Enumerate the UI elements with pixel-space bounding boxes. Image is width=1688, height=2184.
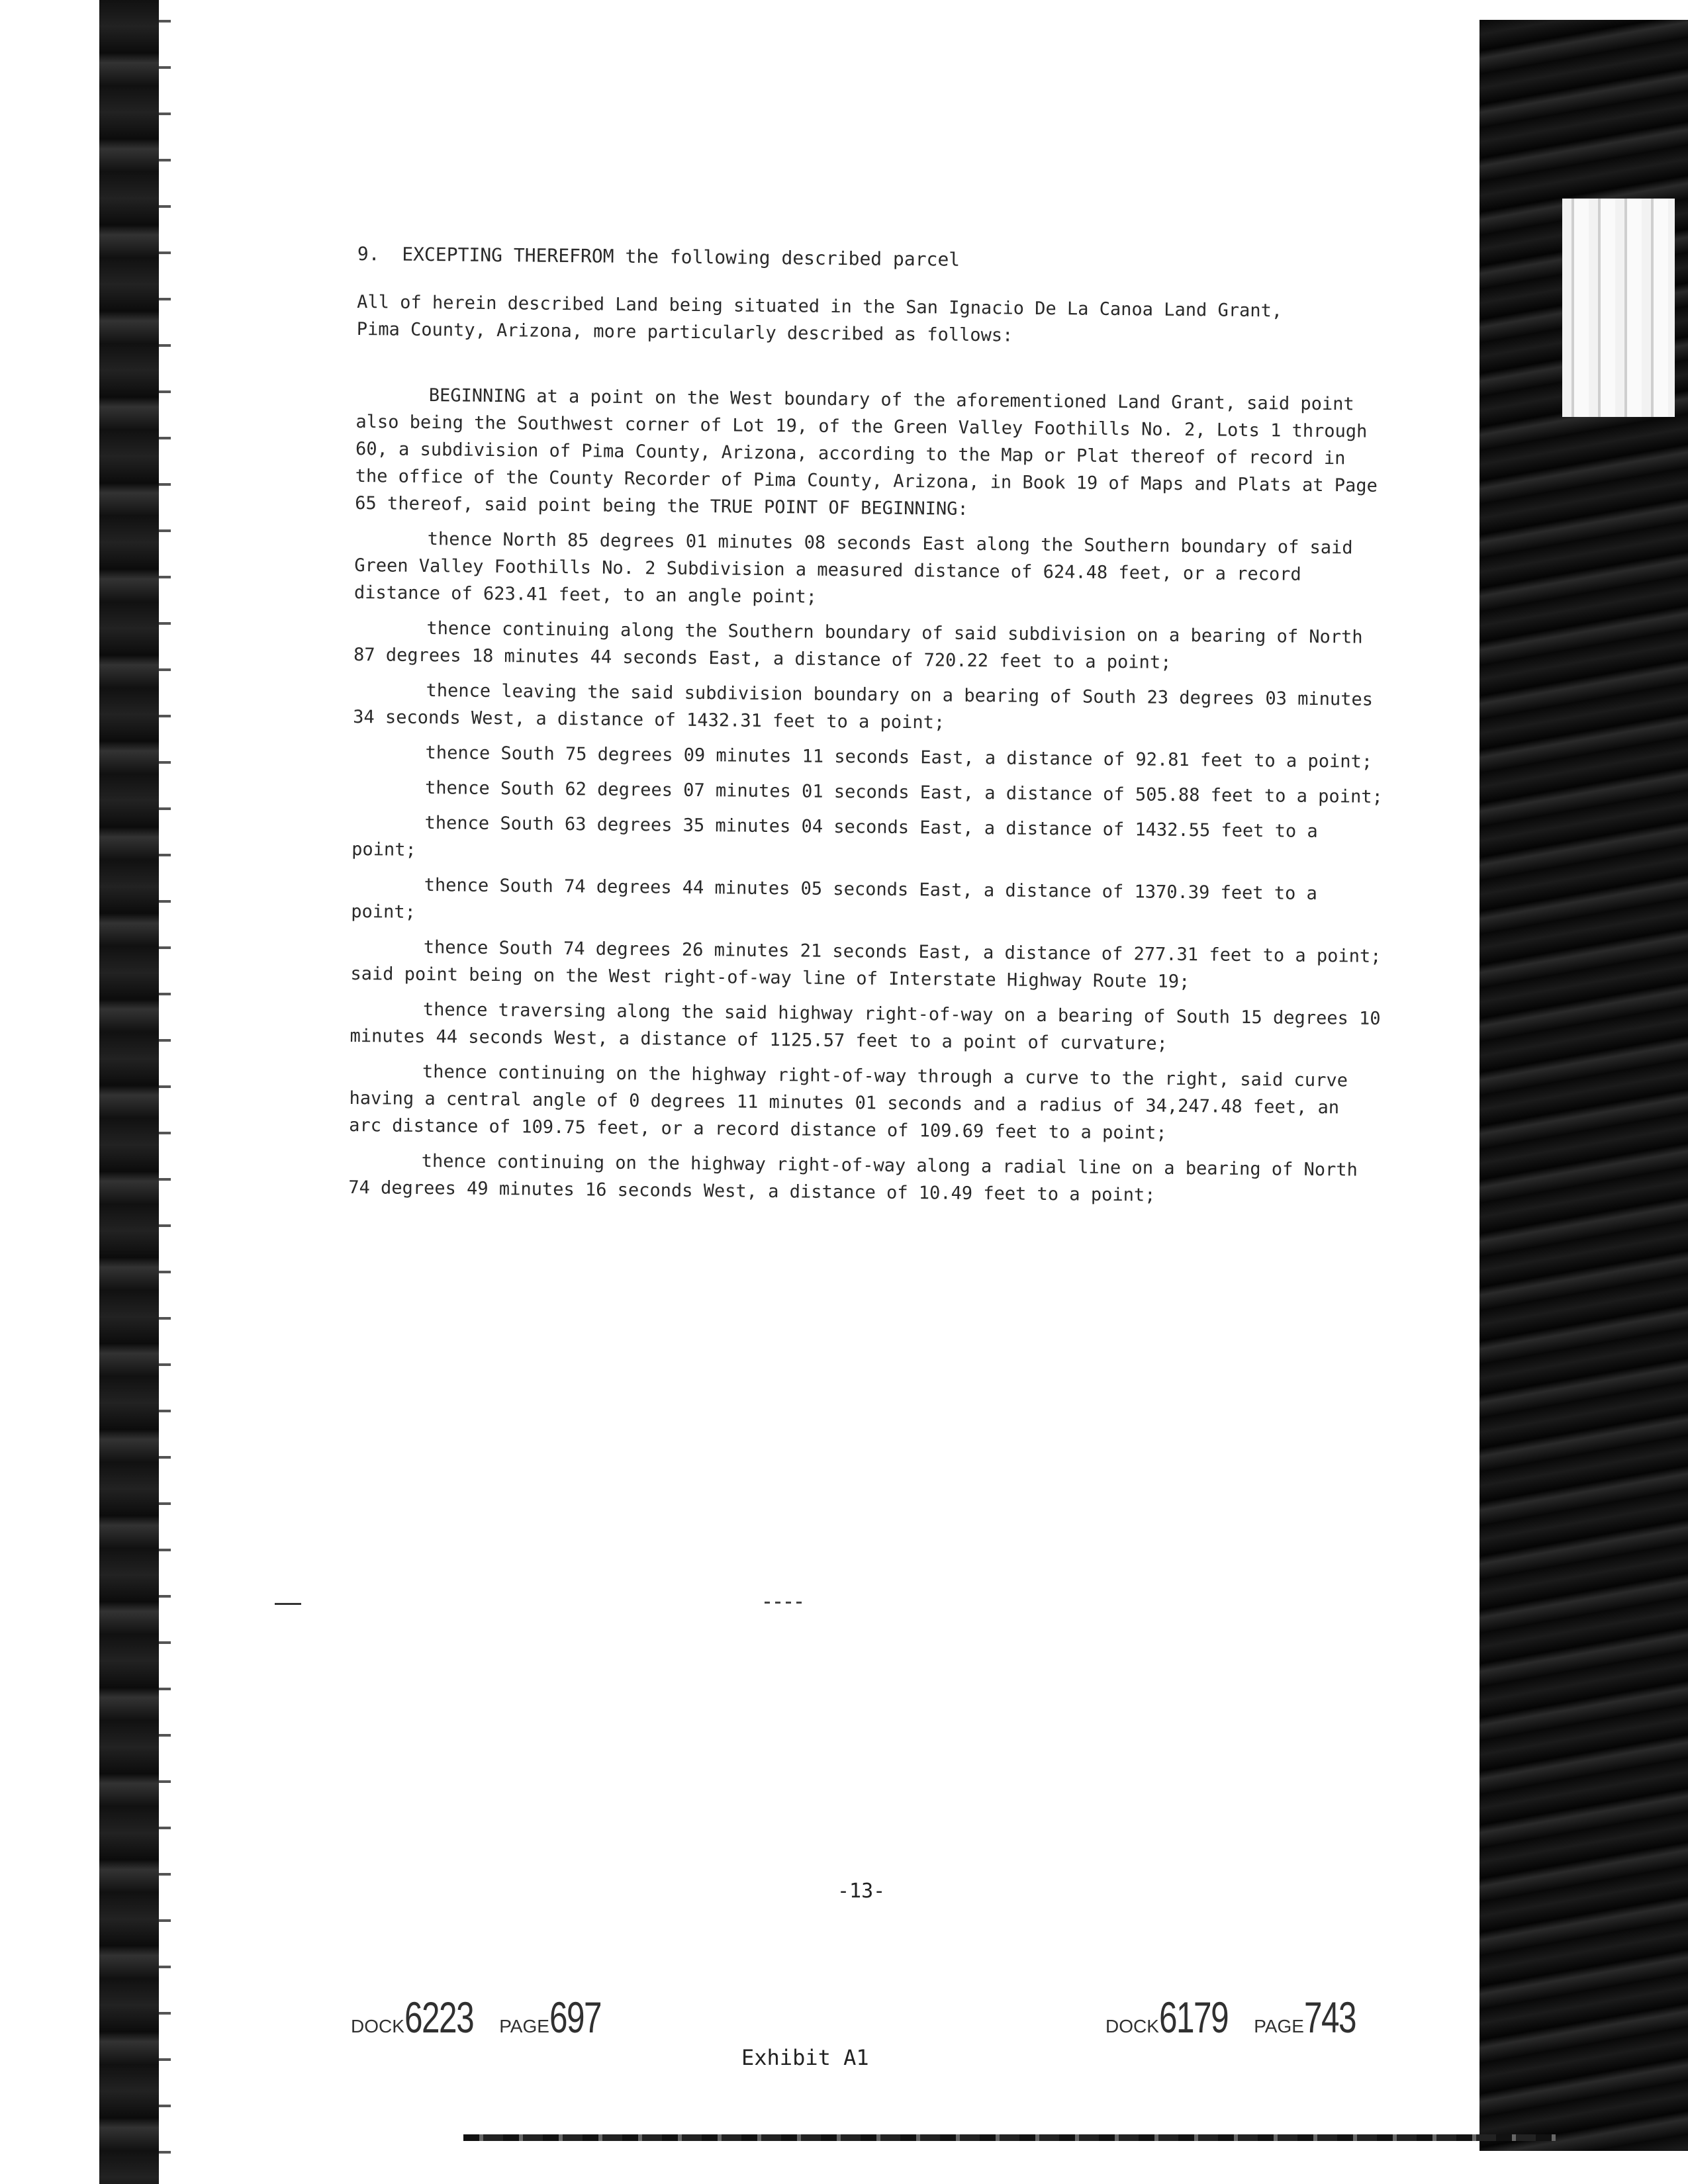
scan-mark xyxy=(765,1602,804,1604)
legal-description xyxy=(348,381,1389,1211)
legal-call: thence South 62 degrees 07 minutes 01 seconds East, a distance of 505.88 feet to a point; xyxy=(424,778,1383,807)
exhibit-label: Exhibit A1 xyxy=(741,2045,869,2070)
legal-call: thence leaving the said subdivision boundary on a bearing of South 23 degrees 03 minutes 34 seconds West, a distance of 1432.31 feet to a point; xyxy=(353,680,1374,733)
stamp-page-label: PAGE xyxy=(1254,2016,1304,2036)
intro-paragraph: All of herein described Land being situated in the San Ignacio De La Canoa Land Grant, Pima County, Arizona, more particularly described as follows: xyxy=(356,291,1283,346)
recording-stamp-left xyxy=(351,1992,618,2042)
legal-call: thence South 74 degrees 44 minutes 05 seconds East, a distance of 1370.39 feet to a point; xyxy=(351,875,1318,923)
legal-call: thence continuing on the highway right-of-way through a curve to the right, said curve having a central angle of 0 degrees 11 minutes 01 seconds and a radius of 34,247.48 feet, an arc distance of 109.75 feet, or a record distance of 109.69 feet to a point; xyxy=(349,1061,1348,1144)
legal-call: thence South 74 degrees 26 minutes 21 seconds East, a distance of 277.31 feet to a point; said point being on the West right-of-way line of Interstate Highway Route 19; xyxy=(350,937,1382,993)
stamp-page-label: PAGE xyxy=(499,2016,549,2036)
recording-stamp-right xyxy=(1105,1992,1373,2042)
document-body xyxy=(348,245,1390,1219)
stamp-book-number: 6223 xyxy=(404,1993,474,2042)
stamp-book-label: DOCK xyxy=(1105,2016,1159,2036)
scan-bottom-streak xyxy=(463,2134,1556,2141)
scan-right-highlight xyxy=(1562,199,1675,417)
stamp-page-number: 743 xyxy=(1303,1993,1356,2042)
legal-call: BEGINNING at a point on the West boundary of the aforementioned Land Grant, said point also being the Southwest corner of Lot 19, of the Green Valley Foothills No. 2, Lots 1 through 60, a subdivision of Pima County, Arizona, according to the Map or Plat thereof of record in the office of the County Recorder of Pima County, Arizona, in Book 19 of Maps and Plats at Page 65 thereof, said point being the TRUE POINT OF BEGINNING: xyxy=(355,385,1378,520)
legal-call: thence South 63 degrees 35 minutes 04 seconds East, a distance of 1432.55 feet to a point; xyxy=(352,813,1318,860)
legal-call: thence traversing along the said highway right-of-way on a bearing of South 15 degrees 10 minutes 44 seconds West, a distance of 1125.57 feet to a point of curvature; xyxy=(350,999,1381,1054)
legal-call: thence North 85 degrees 01 minutes 08 seconds East along the Southern boundary of said Green Valley Foothills No. 2 Subdivision a measured distance of 624.48 feet, or a record distance of 623.41 feet, to an angle point; xyxy=(353,529,1353,608)
scan-mark xyxy=(275,1603,301,1605)
legal-call: thence South 75 degrees 09 minutes 11 seconds East, a distance of 92.81 feet to a point; xyxy=(425,743,1373,772)
stamp-book-label: DOCK xyxy=(351,2016,404,2036)
stamp-book-number: 6179 xyxy=(1158,1993,1229,2042)
section-heading: 9. EXCEPTING THEREFROM the following described parcel xyxy=(357,243,961,271)
stamp-page-number: 697 xyxy=(549,1993,602,2042)
page-number: -13- xyxy=(837,1880,886,1903)
legal-call: thence continuing on the highway right-of-way along a radial line on a bearing of North 74 degrees 49 minutes 16 seconds West, a distance of 10.49 feet to a point; xyxy=(348,1150,1358,1206)
scan-left-edge xyxy=(99,0,159,2184)
legal-call: thence continuing along the Southern boundary of said subdivision on a bearing of North 87 degrees 18 minutes 44 seconds East, a distance of 720.22 feet to a point; xyxy=(353,618,1363,673)
